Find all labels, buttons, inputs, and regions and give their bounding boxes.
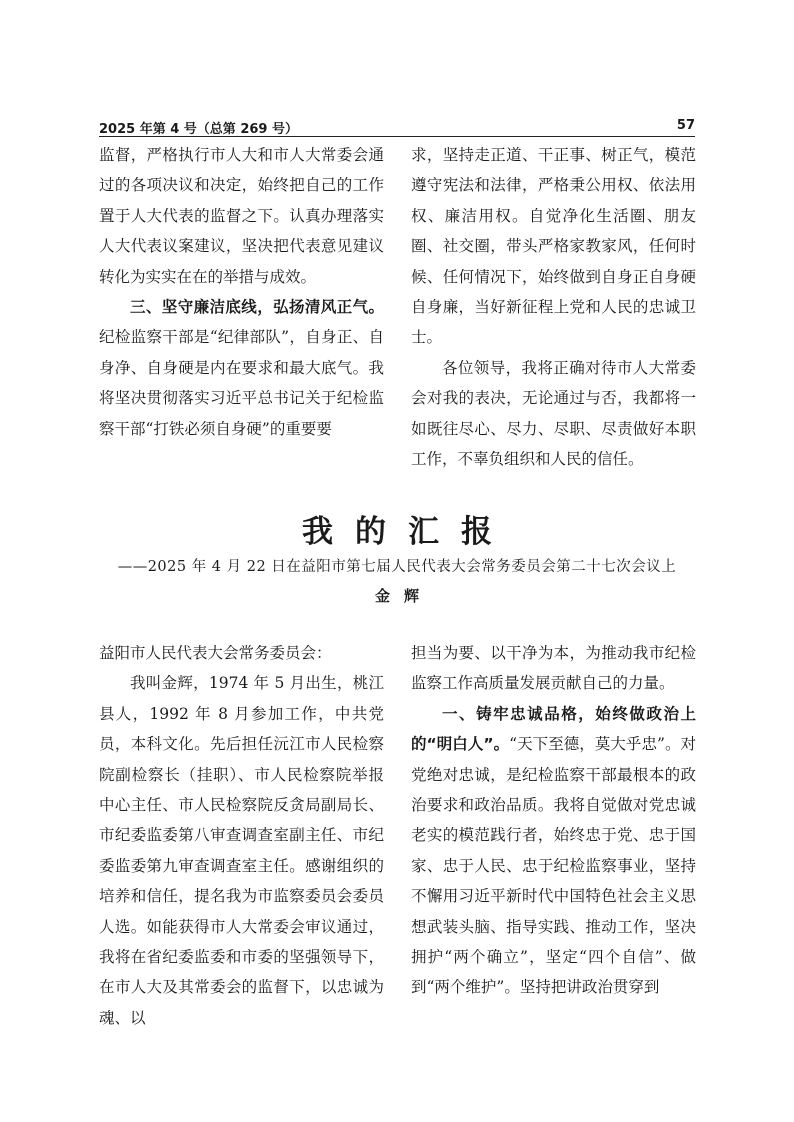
bottom-left-column <box>99 638 384 1033</box>
paragraph: 担当为要、以干净为本，为推动我市纪检监察工作高质量发展贡献自己的力量。 <box>411 644 696 693</box>
top-left-column <box>99 140 384 444</box>
paragraph: 我叫金辉，1974 年 5 月出生，桃江县人，1992 年 8 月参加工作，中共党员，本科文化。先后担任沅江市人民检察院副检察长（挂职）、市人民检察院举报中心主任、市人民检察院反贪局副局长、市纪委监委第八审查调查室副主任、市纪委监委第九审查调查室主任。感谢组织的培养和信任，提名我为市监察委员会委员人选。如能获得市人大常委会审议通过，我将在省纪委监委和市委的坚强领导下，在市人大及其常委会的监督下，以忠诚为魂、以 <box>99 674 384 1027</box>
paragraph: 求，坚持走正道、干正事、树正气，模范遵守宪法和法律，严格秉公用权、依法用权、廉洁用权。自觉净化生活圈、朋友圈、社交圈，带头严格家教家风，任何时候、任何情况下，始终做到自身正自身硬自身廉，当好新征程上党和人民的忠诚卫士。 <box>411 146 696 347</box>
issue-label: 2025 年第 4 号（总第 269 号） <box>99 122 298 137</box>
paragraph-text: “天下至德，莫大乎忠”。对党绝对忠诚，是纪检监察干部最根本的政治要求和政治品质。我将自觉做对党忠诚老实的模范践行者，始终忠于党、忠于国家、忠于人民、忠于纪检监察事业，坚持不懈用习近平新时代中国特色社会主义思想武装头脑、指导实践、推动工作，坚决拥护“两个确立”，坚定“四个自信”、做到“两个维护”。坚持把讲政治贯穿到 <box>411 735 697 997</box>
paragraph: 监督，严格执行市人大和市人大常委会通过的各项决议和决定，始终把自己的工作置于人大代表的监督之下。认真办理落实人大代表议案建议，坚决把代表意见建议转化为实实在在的举措与成效。 <box>99 146 384 286</box>
top-right-column <box>411 140 696 474</box>
article-title: 我的汇报 <box>302 514 514 550</box>
salutation: 益阳市人民代表大会常务委员会： <box>99 644 332 662</box>
bottom-right-column <box>411 638 696 1003</box>
paragraph: 各位领导，我将正确对待市人大常委会对我的表决，无论通过与否，我都将一如既往尽心、尽力、尽职、尽责做好本职工作，不辜负组织和人民的信任。 <box>411 358 696 469</box>
page-number: 57 <box>676 118 695 133</box>
article-subtitle: ——2025 年 4 月 22 日在益阳市第七届人民代表大会常务委员会第二十七次会议上 <box>117 559 677 575</box>
paragraph-text: 纪检监察干部是“纪律部队”，自身正、自身净、自身硬是内在要求和最大底气。我将坚决贯彻落实习近平总书记关于纪检监察干部“打铁必须自身硬”的重要要 <box>99 328 384 438</box>
article-author: 金辉 <box>374 587 433 605</box>
section-paragraph <box>411 699 696 1003</box>
section-heading: 三、坚守廉洁底线，弘扬清风正气。 <box>130 298 384 317</box>
page-header <box>99 116 695 137</box>
section-paragraph <box>99 292 384 444</box>
section-heading: 一、铸牢忠诚品格，始终做政治上的“明白人”。 <box>411 704 696 754</box>
